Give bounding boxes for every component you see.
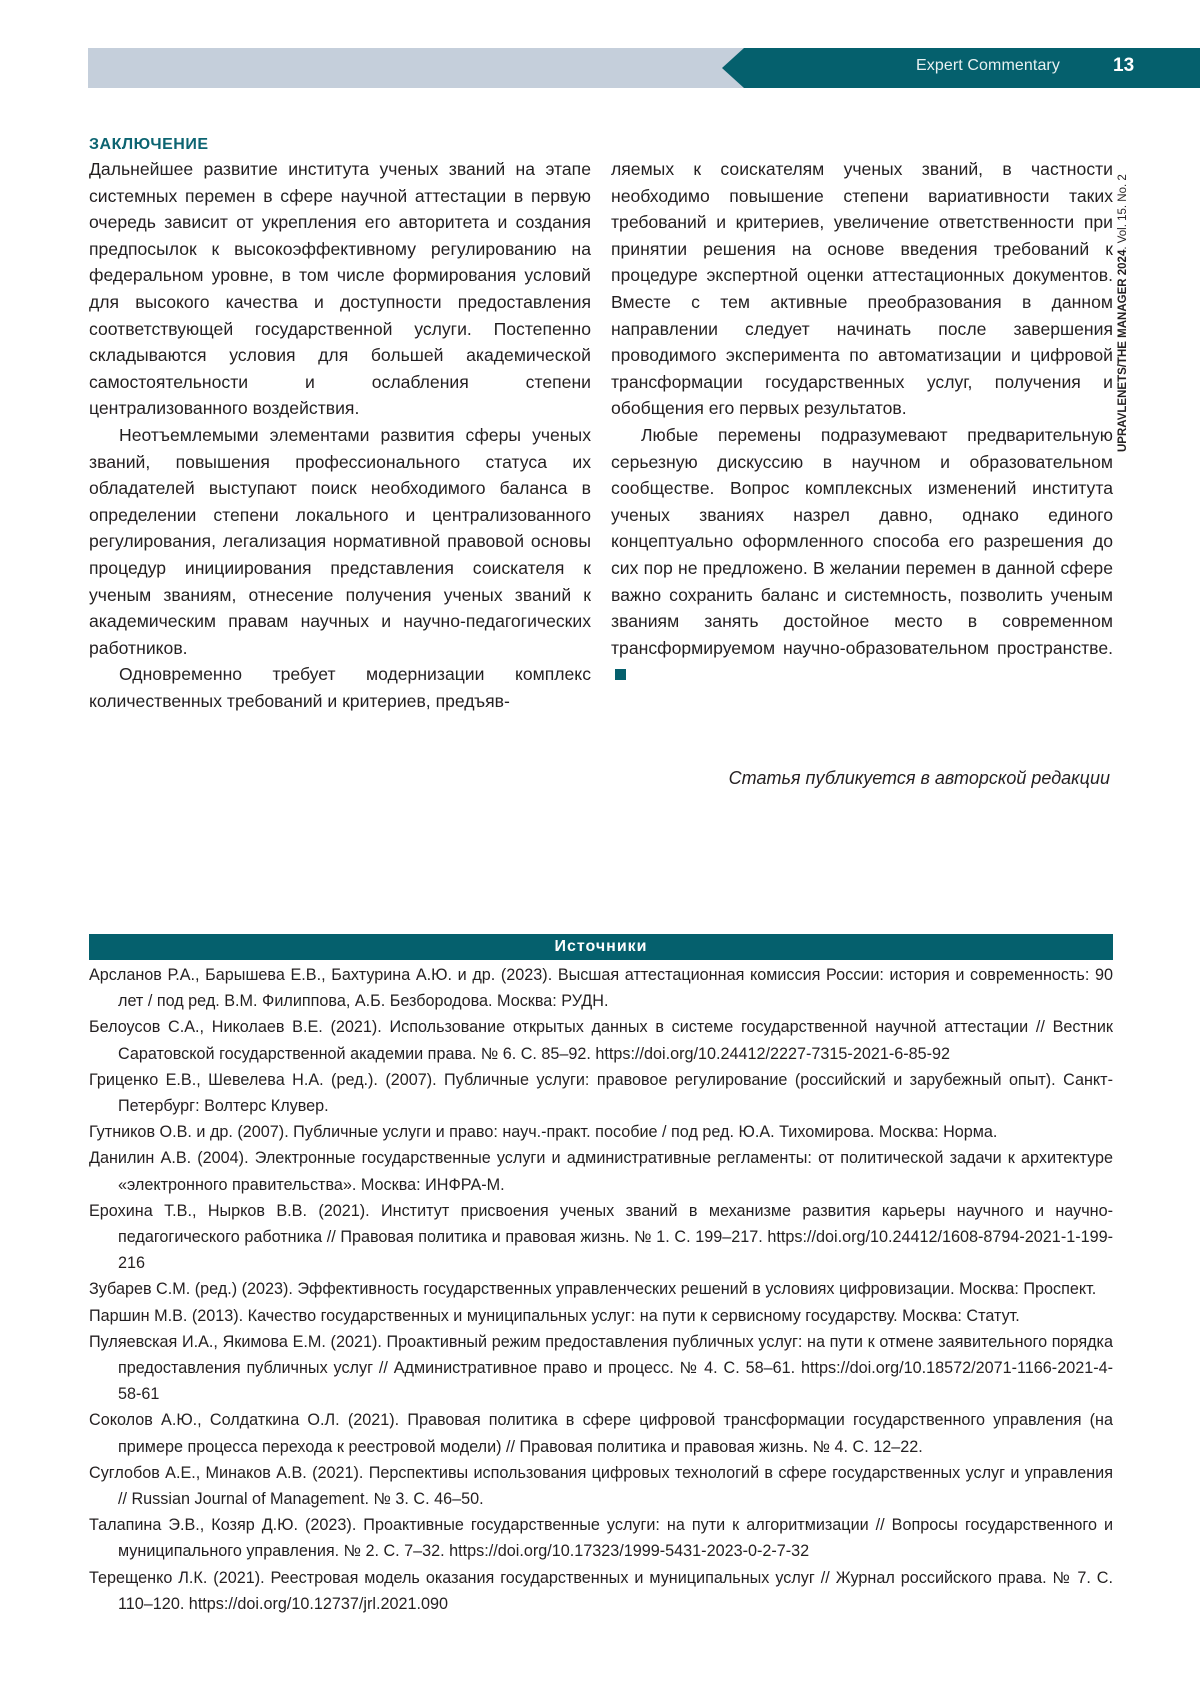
article-right-column <box>611 156 1113 688</box>
end-of-article-square-icon <box>615 669 626 680</box>
reference-item: Белоусов С.А., Николаев В.Е. (2021). Использование открытых данных в системе государственной научной аттестации // Вестник Саратовской государственной академии права. № 6. С. 85–92. https://doi.org/10.24412/2227-7315-2021-6-85-92 <box>89 1018 1113 1063</box>
section-title: Expert Commentary <box>916 57 1060 74</box>
section-heading: ЗАКЛЮЧЕНИЕ <box>89 136 209 153</box>
paragraph: Дальнейшее развитие института ученых званий на этапе системных перемен в сфере научной аттестации в первую очередь зависит от укрепления его авторитета и создания предпосылок к высокоэффективному регулированию на федеральном уровне, в том числе формирования условий для высокого качества и доступности предоставления соответствующей государственной услуги. Постепенно складываются условия для большей академической самостоятельности и ослабления степени централизованного воздействия. <box>89 159 591 419</box>
reference-item: Терещенко Л.К. (2021). Реестровая модель оказания государственных и муниципальных услуг // Журнал российского права. № 7. С. 110–120. https://doi.org/10.12737/jrl.2021.090 <box>89 1568 1113 1613</box>
reference-item: Ерохина Т.В., Нырков В.В. (2021). Институт присвоения ученых званий в механизме развития карьеры научного и научно-педагогического работника // Правовая политика и правовая жизнь. № 1. С. 199–217. https://doi.org/10.24412/1608-8794-2021-1-199-216 <box>89 1201 1113 1273</box>
reference-item: Паршин М.В. (2013). Качество государственных и муниципальных услуг: на пути к сервисному государству. Москва: Статут. <box>89 1306 1020 1325</box>
reference-item: Арсланов Р.А., Барышева Е.В., Бахтурина А.Ю. и др. (2023). Высшая аттестационная комиссия России: история и современность: 90 лет / под ред. В.М. Филиппова, А.Б. Безбородова. Москва: РУДН. <box>89 966 1113 1011</box>
journal-name: UPRAVLENETS/THE MANAGER 2024 <box>1117 249 1129 452</box>
paragraph: Неотъемлемыми элементами развития сферы ученых званий, повышения профессионального статуса их обладателей выступают поиск необходимого баланса в определении степени локального и централизованного регулирования, легализация нормативной правовой основы процедур инициирования представления соискателя к ученым званиям, отнесение получения ученых званий к академическим правам научных и научно-педагогических работников. <box>89 424 591 658</box>
paragraph: ляемых к соискателям ученых званий, в частности необходимо повышение степени вариативности таких требований и критериев, увеличение ответственности при принятии решения на основе введения требований к процедуре экспертной оценки аттестационных документов. Вместе с тем активные преобразования в данном направлении следует начинать после завершения проводимого эксперимента по автоматизации и цифровой трансформации государственных услуг, получения и обобщения его первых результатов. <box>611 159 1113 419</box>
paragraph-final <box>611 422 1113 688</box>
paragraph-text: Любые перемены подразумевают предварительную серьезную дискуссию в научном и образовательном сообществе. Вопрос комплексных изменений института ученых званиях назрел давно, однако единого концептуально оформленного способа его разрешения до сих пор не предложено. В желании перемен в данной сфере важно сохранить баланс и системность, позволить ученым званиям занять достойное место в современном трансформируемом научно-образовательном пространстве. <box>611 424 1113 658</box>
references-list <box>89 962 1113 1617</box>
sources-heading: Источники <box>89 934 1113 960</box>
journal-side-label <box>1117 174 1129 452</box>
reference-item: Данилин А.В. (2004). Электронные государственные услуги и административные регламенты: от политической задачи к архитектуре «электронного правительства». Москва: ИНФРА-М. <box>89 1149 1113 1194</box>
paragraph: Одновременно требует модернизации комплекс количественных требований и критериев, предъяв- <box>89 664 591 711</box>
reference-item: Талапина Э.В., Козяр Д.Ю. (2023). Проактивные государственные услуги: на пути к алгоритмизации // Вопросы государственного и муниципального управления. № 2. С. 7–32. https://doi.org/10.17323/1999-5431-2023-0-2-7-32 <box>89 1516 1113 1561</box>
reference-item: Соколов А.Ю., Солдаткина О.Л. (2021). Правовая политика в сфере цифровой трансформации государственного управления (на примере процесса перехода к реестровой модели) // Правовая политика и правовая жизнь. № 4. С. 12–22. <box>89 1411 1113 1456</box>
reference-item: Гриценко Е.В., Шевелева Н.А. (ред.). (2007). Публичные услуги: правовое регулирование (российский и зарубежный опыт). Санкт-Петербург: Волтерс Клувер. <box>89 1070 1113 1116</box>
reference-item: Пуляевская И.А., Якимова Е.М. (2021). Проактивный режим предоставления публичных услуг: на пути к отмене заявительного порядка предоставления публичных услуг // Административное право и процесс. № 4. С. 58–61. https://doi.org/10.18572/2071-1166-2021-4-58-61 <box>89 1332 1113 1404</box>
journal-volume: . Vol. 15. No. 2 <box>1117 174 1129 250</box>
page-number: 13 <box>1113 55 1135 76</box>
running-header-bar <box>88 48 748 88</box>
reference-item: Зубарев С.М. (ред.) (2023). Эффективность государственных управленческих решений в условиях цифровизации. Москва: Проспект. <box>89 1280 1097 1299</box>
article-left-column <box>89 133 591 714</box>
reference-item: Гутников О.В. и др. (2007). Публичные услуги и право: науч.-практ. пособие / под ред. Ю.А. Тихомирова. Москва: Норма. <box>89 1123 998 1142</box>
reference-item: Суглобов А.Е., Минаков А.В. (2021). Перспективы использования цифровых технологий в сфере государственных услуг и управления // Russian Journal of Management. № 3. С. 46–50. <box>89 1463 1113 1509</box>
editor-note: Статья публикуется в авторской редакции <box>728 768 1110 788</box>
